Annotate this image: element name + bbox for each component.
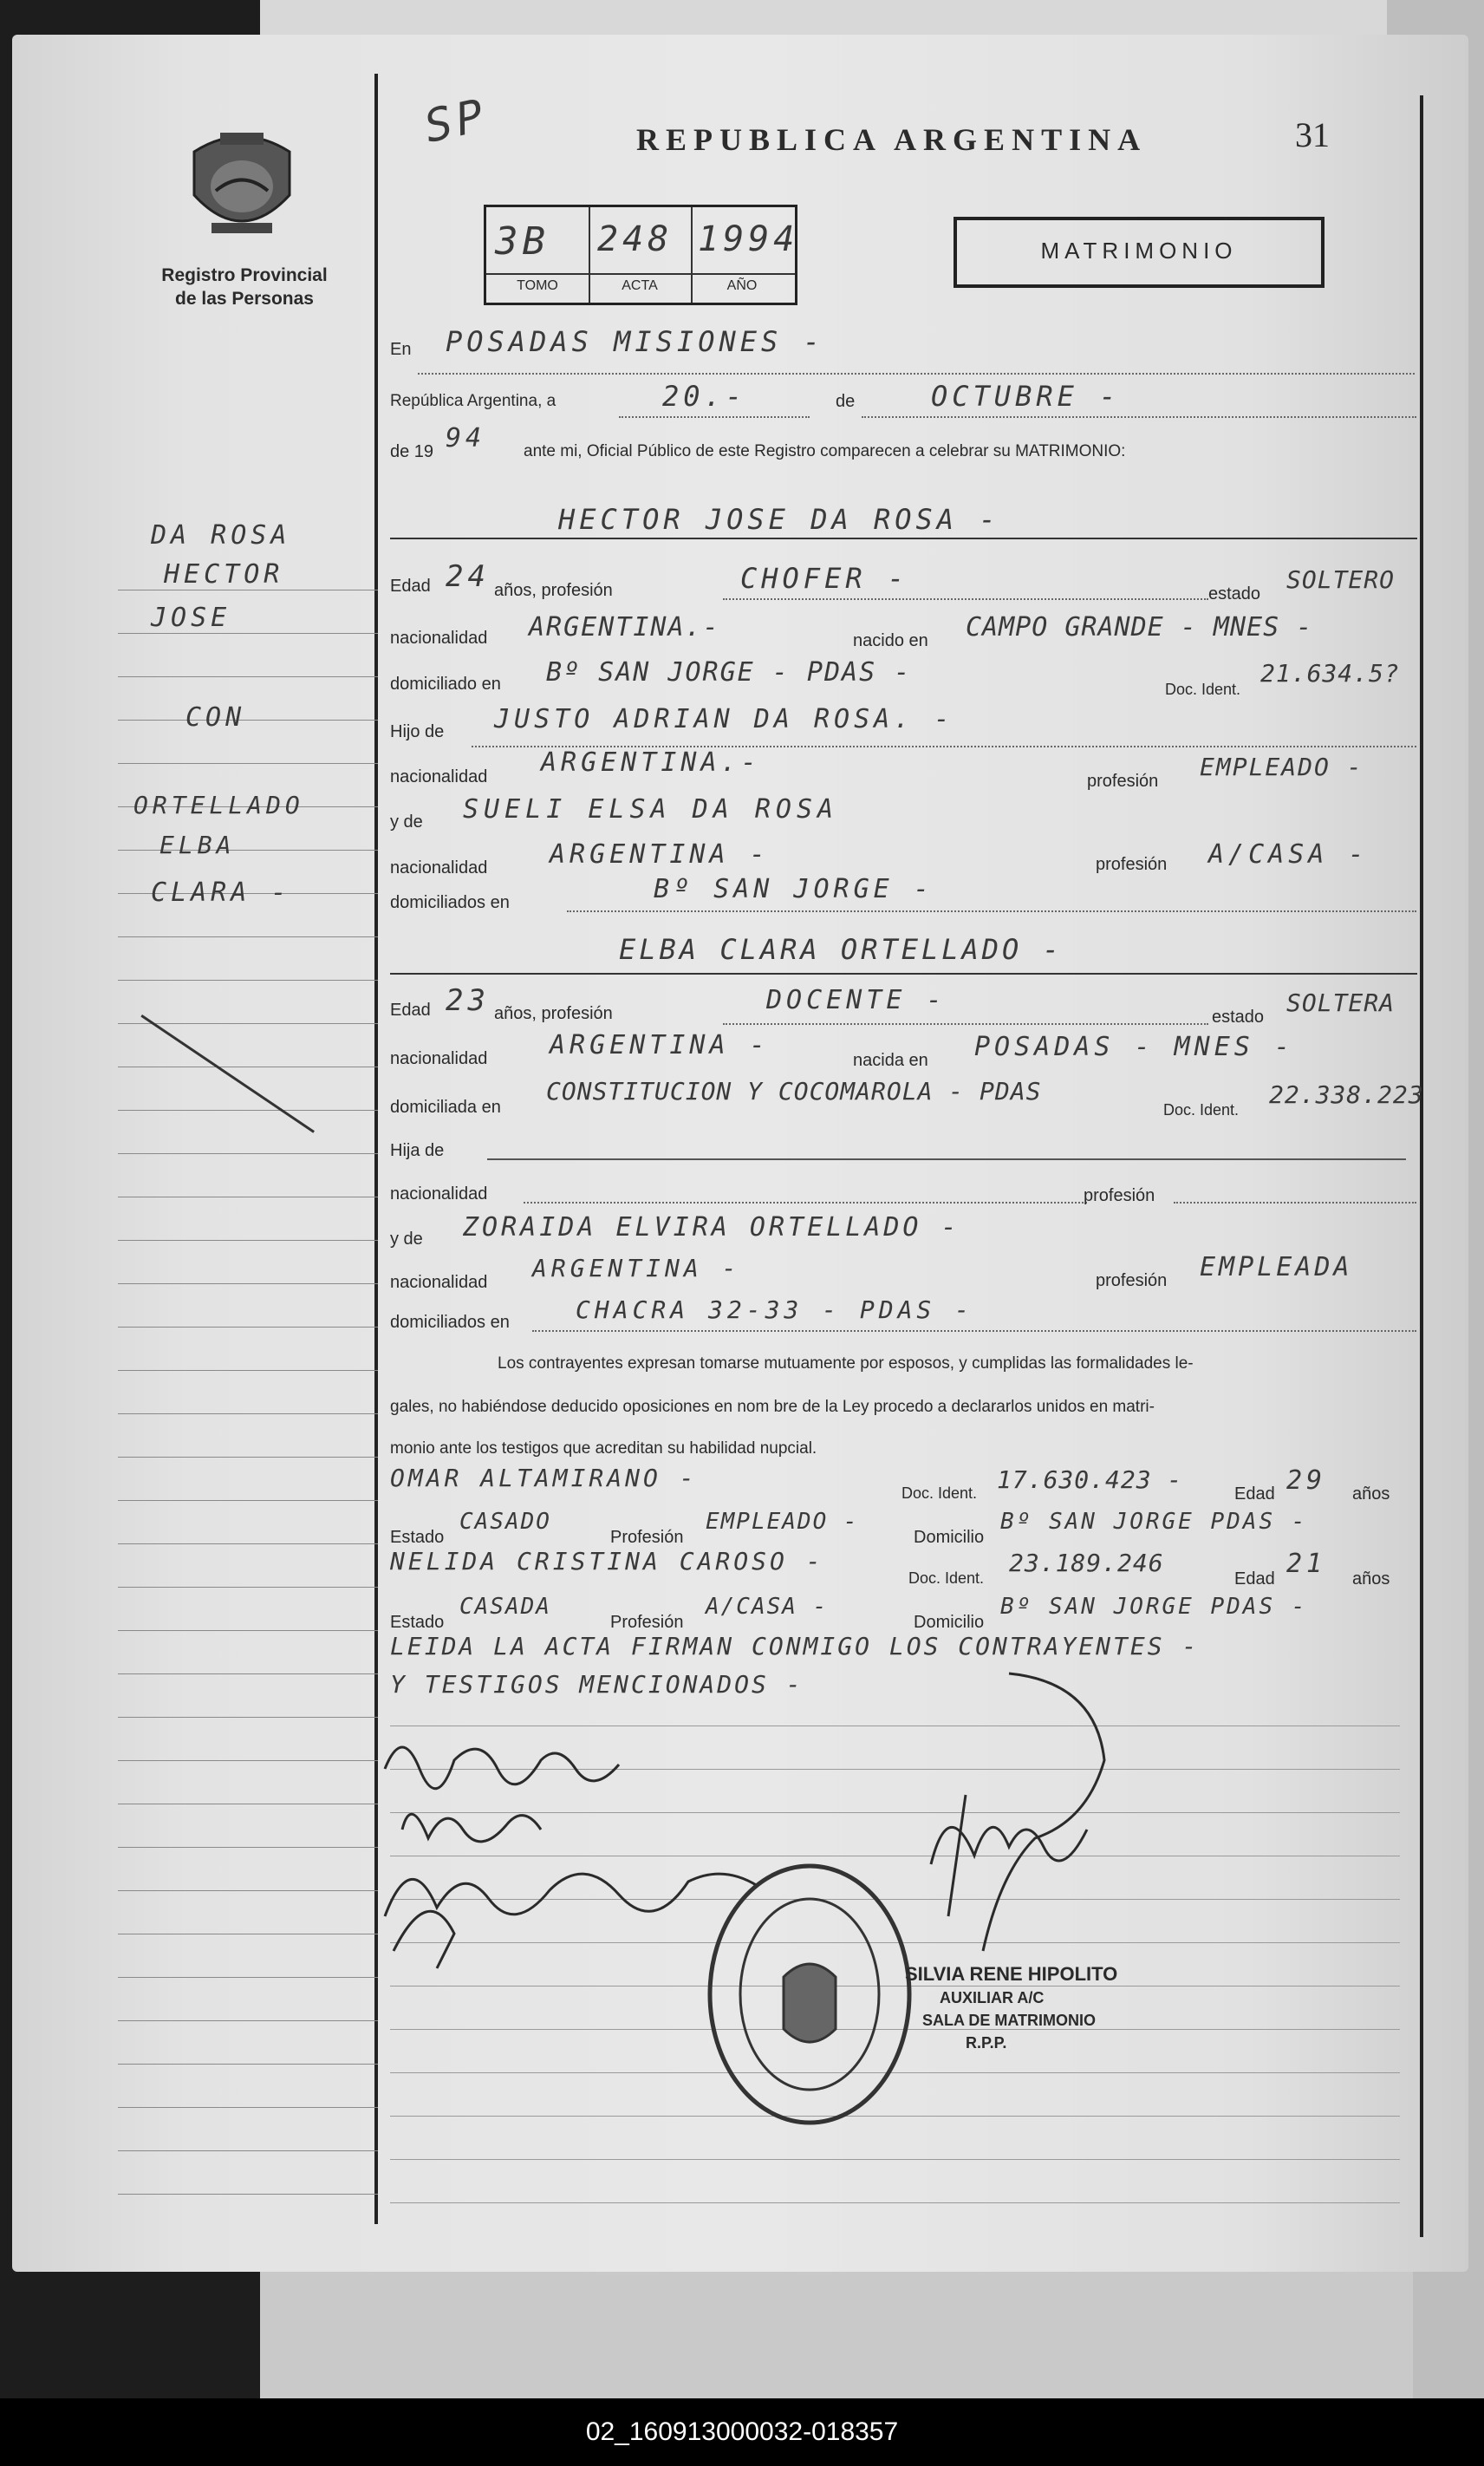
bride-birthplace: POSADAS - MNES - (974, 1032, 1294, 1062)
label-groom-doc: Doc. Ident. (1165, 681, 1241, 698)
doc-type-box (954, 217, 1325, 288)
bride-address: CONSTITUCION Y COCOMAROLA - PDAS (546, 1077, 1042, 1106)
witness2-status: CASADA (459, 1594, 551, 1620)
label-witness1-domicilio: Domicilio (914, 1528, 985, 1547)
groom-birthplace: CAMPO GRANDE - MNES - (966, 612, 1313, 643)
witness2-age: 21 (1286, 1549, 1327, 1579)
label-witness1-anos: años (1352, 1484, 1390, 1504)
country-heading: REPUBLICA ARGENTINA (636, 122, 1148, 157)
label-ante-mi: ante mi, Oficial Público de este Registro comparecen a celebrar su MATRIMONIO: (524, 442, 1126, 460)
groom-father-profession: EMPLEADO - (1200, 753, 1364, 781)
closing-line-1: LEIDA LA ACTA FIRMAN CONMIGO LOS CONTRAYENTES - (390, 1632, 1200, 1660)
bride-mother-profession: EMPLEADA (1200, 1252, 1353, 1282)
label-groom-domiciliado: domiciliado en (390, 675, 501, 694)
label-witness2-edad: Edad (1234, 1569, 1275, 1589)
label-bride-nacionalidad: nacionalidad (390, 1049, 488, 1068)
witness1-age: 29 (1286, 1465, 1327, 1496)
margin-bride-name: ELBA (159, 831, 236, 859)
label-bride-domiciliados: domiciliados en (390, 1313, 510, 1332)
witness1-profession: EMPLEADO - (706, 1509, 859, 1535)
page-bottom-strip (260, 2272, 1413, 2402)
tomo-value: 3B (495, 219, 550, 264)
label-witness2-estado: Estado (390, 1613, 445, 1632)
label-bride-estado: estado (1212, 1008, 1265, 1027)
groom-father: JUSTO ADRIAN DA ROSA. - (494, 704, 954, 734)
label-bride-y-de: y de (390, 1230, 423, 1249)
label-en: En (390, 340, 412, 359)
official-title-3: R.P.P. (966, 2034, 1007, 2052)
witness2-profession: A/CASA - (706, 1594, 829, 1620)
page-number: 31 (1295, 115, 1330, 154)
official-title-1: AUXILIAR A/C (940, 1989, 1045, 2006)
top-scribble: SP (420, 89, 493, 153)
day-value: 20.- (662, 380, 747, 413)
margin-first-name: HECTOR (164, 559, 284, 590)
margin-second-name: JOSE (151, 603, 231, 633)
statement-line-1: Los contrayentes expresan tomarse mutuamente por esposos, y cumplidas las formalidades le- (498, 1354, 1194, 1373)
margin-diagonal-stroke (140, 1014, 315, 1133)
label-witness2-doc: Doc. Ident. (908, 1569, 985, 1587)
acta-label: ACTA (622, 278, 658, 293)
label-bride-edad: Edad (390, 1001, 431, 1020)
groom-parents-address: Bº SAN JORGE - (654, 874, 934, 904)
groom-address: Bº SAN JORGE - PDAS - (546, 657, 912, 688)
bride-parents-address: CHACRA 32-33 - PDAS - (576, 1295, 974, 1324)
doc-type-label: MATRIMONIO (1040, 238, 1238, 264)
statement-line-3: monio ante los testigos que acreditan su habilidad nupcial. (390, 1439, 817, 1458)
month-value: OCTUBRE - (931, 380, 1121, 413)
label-de: de (836, 392, 856, 411)
label-groom-estado: estado (1208, 584, 1261, 603)
right-margin-rule (1420, 95, 1423, 2237)
label-groom-mother-profesion: profesión (1096, 855, 1168, 874)
label-witness2-domicilio: Domicilio (914, 1613, 985, 1632)
label-republica: República Argentina, a (390, 392, 556, 410)
anio-value: 1994 (698, 219, 799, 259)
label-witness1-edad: Edad (1234, 1484, 1275, 1504)
witness2-doc: 23.189.246 (1009, 1549, 1164, 1577)
label-witness1-doc: Doc. Ident. (901, 1484, 978, 1502)
margin-con: CON (186, 702, 246, 733)
label-groom-anos-profesion: años, profesión (494, 581, 613, 600)
official-signature (914, 1665, 1139, 1964)
groom-father-nationality: ARGENTINA.- (541, 747, 761, 778)
label-bride-mother-profesion: profesión (1096, 1271, 1168, 1290)
registry-line-1: Registro Provincial (161, 265, 328, 285)
margin-bride-second: CLARA - (151, 877, 291, 908)
witness1-status: CASADO (459, 1509, 551, 1535)
bride-mother: ZORAIDA ELVIRA ORTELLADO - (463, 1212, 960, 1243)
bride-profession: DOCENTE - (766, 985, 947, 1015)
official-seal-icon (697, 1856, 922, 2137)
record-box (484, 205, 797, 305)
groom-mother-profession: A/CASA - (1208, 839, 1369, 870)
coat-of-arms-icon (186, 126, 298, 251)
statement-line-2: gales, no habiéndose deducido oposiciones en nom bre de la Ley procedo a declararlos unidos en matri- (390, 1398, 1155, 1416)
label-bride-anos-profesion: años, profesión (494, 1004, 613, 1023)
margin-surname: DA ROSA (151, 520, 291, 551)
official-title-2: SALA DE MATRIMONIO (922, 2012, 1096, 2029)
tomo-label: TOMO (517, 278, 558, 293)
label-bride-mother-nacionalidad: nacionalidad (390, 1273, 488, 1292)
label-witness2-profesion: Profesión (610, 1613, 684, 1632)
label-bride-father-profesion: profesión (1084, 1186, 1155, 1205)
acta-value: 248 (597, 219, 674, 259)
label-bride-domiciliada: domiciliada en (390, 1098, 501, 1117)
bride-age: 23 (446, 983, 490, 1018)
label-groom-edad: Edad (390, 577, 431, 596)
groom-mother: SUELI ELSA DA ROSA (463, 794, 839, 825)
year-value: 94 (446, 423, 486, 453)
groom-doc: 21.634.5? (1260, 659, 1400, 688)
witness1-name: OMAR ALTAMIRANO - (390, 1464, 698, 1492)
certificate-page (12, 35, 1468, 2272)
label-groom-y-de: y de (390, 812, 423, 832)
witness1-address: Bº SAN JORGE PDAS - (1000, 1509, 1308, 1535)
witness2-name: NELIDA CRISTINA CAROSO - (390, 1547, 824, 1576)
registry-line-2: de las Personas (175, 289, 314, 309)
groom-nationality: ARGENTINA.- (529, 612, 720, 643)
label-hija-de: Hija de (390, 1141, 445, 1160)
anio-label: AÑO (726, 278, 758, 293)
label-de19: de 19 (390, 442, 434, 461)
label-bride-father-nacionalidad: nacionalidad (390, 1184, 488, 1204)
place-value: POSADAS MISIONES - (446, 325, 824, 358)
bride-name: ELBA CLARA ORTELLADO - (619, 933, 1063, 966)
label-groom-domiciliados: domiciliados en (390, 893, 510, 912)
groom-profession: CHOFER - (740, 562, 909, 595)
bride-mother-nationality: ARGENTINA - (532, 1254, 741, 1282)
file-id-footer: 02_160913000032-018357 (0, 2398, 1484, 2466)
label-bride-doc: Doc. Ident. (1163, 1101, 1240, 1119)
bride-status: SOLTERA (1286, 988, 1396, 1017)
official-name: SILVIA RENE HIPOLITO (905, 1963, 1118, 1985)
margin-bride-surname: ORTELLADO (133, 791, 304, 819)
groom-name: HECTOR JOSE DA ROSA - (558, 503, 1000, 536)
label-groom-nacionalidad: nacionalidad (390, 629, 488, 648)
label-groom-mother-nacionalidad: nacionalidad (390, 858, 488, 877)
groom-age: 24 (446, 559, 490, 594)
label-bride-nacida-en: nacida en (853, 1051, 928, 1070)
witness2-address: Bº SAN JORGE PDAS - (1000, 1594, 1308, 1620)
groom-mother-nationality: ARGENTINA - (550, 839, 770, 870)
bride-doc: 22.338.223 (1269, 1080, 1424, 1109)
bride-nationality: ARGENTINA - (550, 1030, 770, 1060)
label-hijo-de: Hijo de (390, 722, 445, 741)
label-witness1-estado: Estado (390, 1528, 445, 1547)
label-witness1-profesion: Profesión (610, 1528, 684, 1547)
closing-line-2: Y TESTIGOS MENCIONADOS - (390, 1670, 804, 1699)
label-witness2-anos: años (1352, 1569, 1390, 1589)
label-groom-father-nacionalidad: nacionalidad (390, 767, 488, 786)
groom-status: SOLTERO (1286, 565, 1396, 594)
label-groom-nacido-en: nacido en (853, 631, 928, 650)
witness1-doc: 17.630.423 - (997, 1465, 1183, 1494)
label-groom-father-profesion: profesión (1087, 772, 1159, 791)
